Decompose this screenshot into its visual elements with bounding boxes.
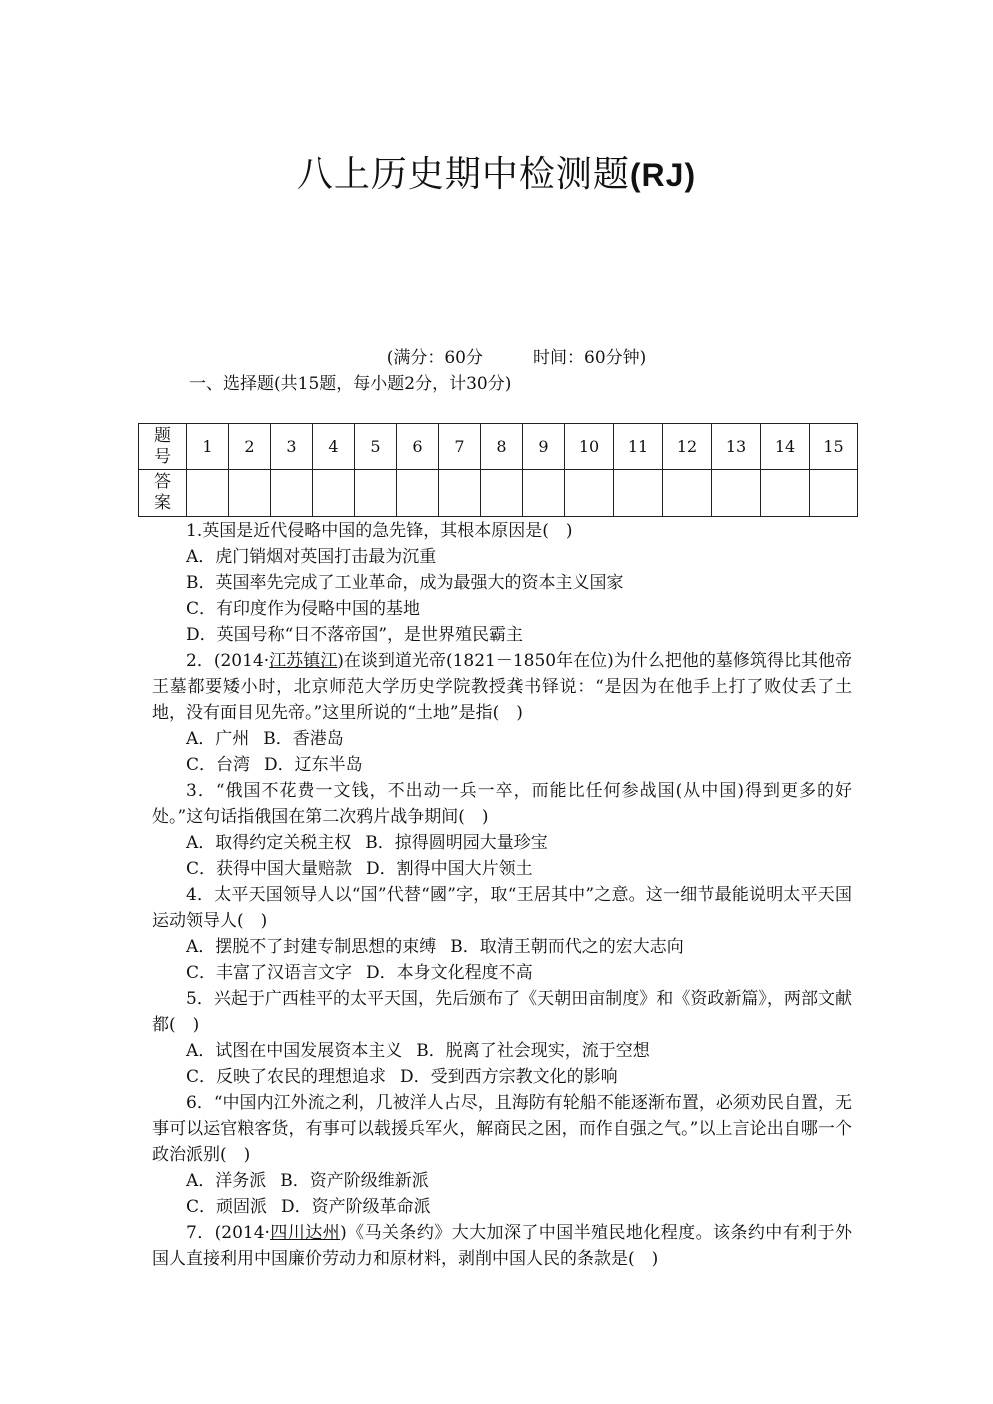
question-stem: 5．兴起于广西桂平的太平天国，先后颁布了《天朝田亩制度》和《资政新篇》，两部文献都( ) [152, 989, 852, 1035]
answer-table [138, 423, 858, 517]
row-header-question-number: 题号 [139, 424, 187, 470]
question-number: 7．(2014· [186, 1223, 270, 1243]
question-stem: 4．太平天国领导人以“国”代替“國”字，取“王居其中”之意。这一细节最能说明太平天国运动领导人( ) [152, 885, 852, 931]
answer-cell[interactable] [565, 470, 614, 517]
question-stem: 1.英国是近代侵略中国的急先锋，其根本原因是( ) [186, 521, 573, 541]
answer-cell[interactable] [481, 470, 523, 517]
option-line [152, 934, 852, 960]
question-number-cell: 15 [810, 424, 858, 470]
option: A．虎门销烟对英国打击最为沉重 [186, 547, 437, 567]
option: D．割得中国大片领土 [366, 859, 533, 879]
answer-cell[interactable] [187, 470, 229, 517]
option: B．资产阶级维新派 [280, 1171, 429, 1191]
row-header-answer: 答案 [139, 470, 187, 517]
answer-cell[interactable] [397, 470, 439, 517]
question-stem [152, 1220, 852, 1272]
option-line [152, 1194, 852, 1220]
option-line [152, 960, 852, 986]
option: D．本身文化程度不高 [366, 963, 533, 983]
option-line [152, 1168, 852, 1194]
option-line [152, 1038, 852, 1064]
title-suffix: (RJ) [629, 157, 697, 193]
question-number-cell: 2 [229, 424, 271, 470]
answer-cell[interactable] [663, 470, 712, 517]
exam-time: 时间：60分钟) [533, 348, 647, 368]
full-score: (满分：60分 [386, 348, 483, 368]
question-number-cell: 6 [397, 424, 439, 470]
option: D．英国号称“日不落帝国”，是世界殖民霸主 [186, 625, 524, 645]
option: A．取得约定关税主权 [186, 833, 352, 853]
question-stem: 6．“中国内江外流之利，几被洋人占尽，且海防有轮船不能逐渐布置，必须劝民自置，无事可以运官粮客货，有事可以载援兵军火，解商民之困，而作自强之气。”以上言论出自哪一个政治派别( ) [152, 1093, 852, 1165]
option-line [152, 856, 852, 882]
option: C．丰富了汉语言文字 [186, 963, 353, 983]
question-source: 江苏镇江 [269, 651, 338, 671]
question-number-cell: 1 [187, 424, 229, 470]
page-title [0, 150, 993, 200]
option: A．试图在中国发展资本主义 [186, 1041, 403, 1061]
question-number-cell: 8 [481, 424, 523, 470]
option: A．广州 [186, 729, 250, 749]
answer-cell[interactable] [439, 470, 481, 517]
option: B．掠得圆明园大量珍宝 [365, 833, 548, 853]
question-number-cell: 11 [614, 424, 663, 470]
option: A．洋务派 [186, 1171, 267, 1191]
title-text: 八上历史期中检测题 [296, 154, 630, 195]
section-heading: 一、选择题(共15题，每小题2分，计30分) [189, 374, 512, 394]
answer-cell[interactable] [523, 470, 565, 517]
answer-cell[interactable] [712, 470, 761, 517]
question-number-cell: 3 [271, 424, 313, 470]
answer-cell[interactable] [271, 470, 313, 517]
question-text: )《马关条约》大大加深了中国半殖民地化程度。该条约中有利于外国人直接利用中国廉价劳动力和原材料，剥削中国人民的条款是( ) [152, 1223, 852, 1269]
question-number-cell: 9 [523, 424, 565, 470]
option: B．取清王朝而代之的宏大志向 [450, 937, 684, 957]
question-text: )在谈到道光帝(1821－1850年在位)为什么把他的墓修筑得比其他帝王墓都要矮小时，北京师范大学历史学院教授龚书铎说：“是因为在他手上打了败仗丢了土地，没有面目见先帝。”这里所说的“土地”是指( ) [152, 651, 852, 723]
option: C．顽固派 [186, 1197, 268, 1217]
option: B．英国率先完成了工业革命，成为最强大的资本主义国家 [186, 573, 624, 593]
option: A．摆脱不了封建专制思想的束缚 [186, 937, 437, 957]
question-number-cell: 13 [712, 424, 761, 470]
answer-cell[interactable] [614, 470, 663, 517]
question-stem: 3．“俄国不花费一文钱，不出动一兵一卒，而能比任何参战国(从中国)得到更多的好处。”这句话指俄国在第二次鸦片战争期间( ) [152, 781, 852, 827]
option-line [152, 726, 852, 752]
question-list [152, 518, 852, 1272]
option-line [152, 1064, 852, 1090]
option: C．台湾 [186, 755, 251, 775]
answer-cell[interactable] [229, 470, 271, 517]
option: D．辽东半岛 [264, 755, 363, 775]
question-number-cell: 7 [439, 424, 481, 470]
answer-cell[interactable] [313, 470, 355, 517]
option: B．脱离了社会现实，流于空想 [416, 1041, 650, 1061]
option: D．资产阶级革命派 [281, 1197, 431, 1217]
question-number-cell: 12 [663, 424, 712, 470]
option: C．有印度作为侵略中国的基地 [186, 599, 421, 619]
question-number-cell: 5 [355, 424, 397, 470]
question-source: 四川达州 [269, 1223, 341, 1243]
option: C．获得中国大量赔款 [186, 859, 353, 879]
exam-meta [0, 345, 993, 371]
question-number: 2．(2014· [186, 651, 270, 671]
option: C．反映了农民的理想追求 [186, 1067, 387, 1087]
option-line [152, 830, 852, 856]
question-number-cell: 10 [565, 424, 614, 470]
answer-cell[interactable] [761, 470, 810, 517]
table-row-answers [139, 470, 858, 517]
option: B．香港岛 [263, 729, 344, 749]
option-line [152, 752, 852, 778]
question-number-cell: 14 [761, 424, 810, 470]
question-stem [152, 648, 852, 726]
answer-cell[interactable] [355, 470, 397, 517]
answer-cell[interactable] [810, 470, 858, 517]
option: D．受到西方宗教文化的影响 [400, 1067, 618, 1087]
question-number-cell: 4 [313, 424, 355, 470]
table-row-numbers [139, 424, 858, 470]
